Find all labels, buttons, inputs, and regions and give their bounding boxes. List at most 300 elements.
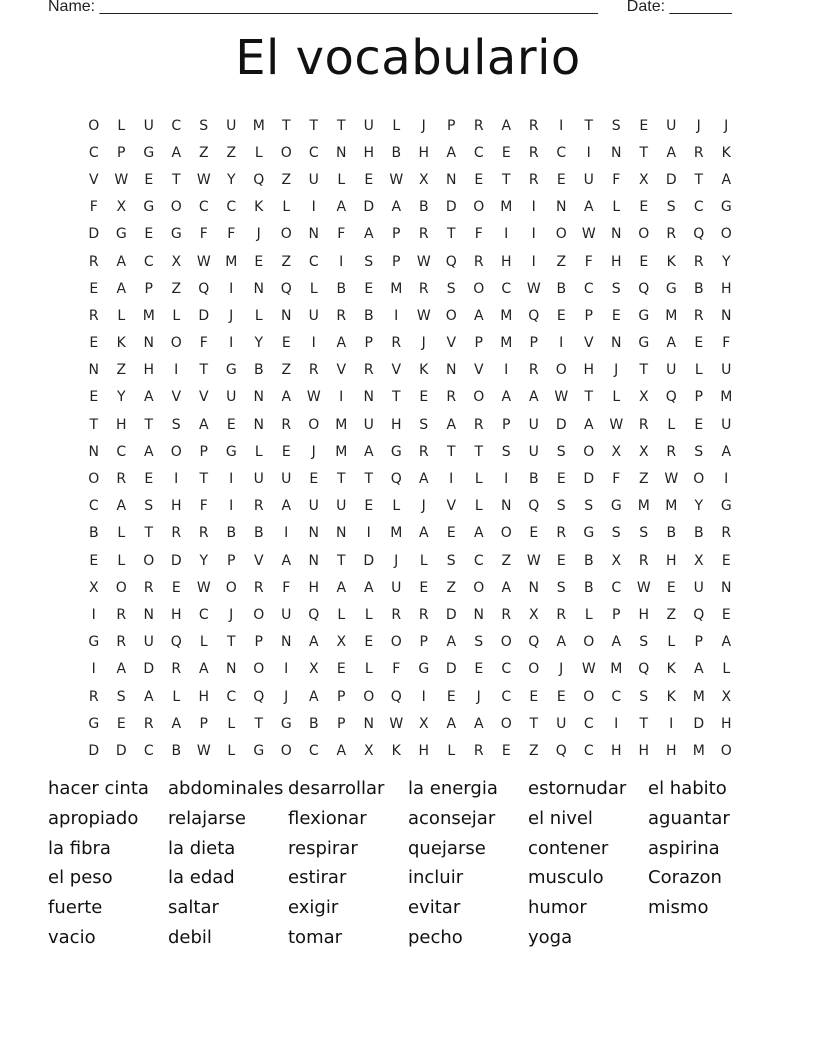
grid-letter: E <box>639 117 649 134</box>
grid-letter: X <box>638 443 649 460</box>
grid-letter: Z <box>116 362 127 379</box>
grid-letter: C <box>556 144 567 161</box>
grid-row <box>80 221 740 248</box>
grid-letter: E <box>501 742 511 759</box>
grid-letter: A <box>308 688 319 705</box>
grid-letter: W <box>609 416 624 433</box>
grid-letter: H <box>665 742 677 759</box>
grid-letter: E <box>529 688 539 705</box>
grid-letter: E <box>556 688 566 705</box>
grid-letter: G <box>115 226 127 243</box>
grid-letter: J <box>724 117 729 134</box>
grid-letter: E <box>364 280 374 297</box>
grid-letter: I <box>311 199 316 216</box>
grid-letter: R <box>473 742 484 759</box>
grid-letter: F <box>392 661 401 678</box>
grid-letter: A <box>721 443 732 460</box>
grid-letter: W <box>581 226 596 243</box>
grid-letter: W <box>416 253 431 270</box>
grid-letter: D <box>665 171 677 188</box>
grid-letter: J <box>311 443 316 460</box>
grid-letter: W <box>416 307 431 324</box>
grid-letter: L <box>364 661 373 678</box>
grid-letter: I <box>504 362 509 379</box>
grid-letter: F <box>722 335 731 352</box>
grid-letter: E <box>529 525 539 542</box>
grid-letter: Z <box>446 579 457 596</box>
grid-letter: J <box>421 498 426 515</box>
grid-letter: U <box>308 171 319 188</box>
grid-row <box>80 438 740 465</box>
grid-letter: C <box>308 742 319 759</box>
grid-letter: O <box>583 688 595 705</box>
grid-letter: A <box>336 335 347 352</box>
grid-letter: M <box>500 335 513 352</box>
grid-letter: I <box>284 525 289 542</box>
grid-letter: N <box>226 661 237 678</box>
grid-letter: O <box>473 389 485 406</box>
grid-letter: I <box>504 471 509 488</box>
grid-letter: U <box>143 634 154 651</box>
grid-letter: Q <box>445 253 457 270</box>
word-search-grid <box>80 112 740 765</box>
grid-letter: L <box>694 362 703 379</box>
grid-letter: R <box>721 525 732 542</box>
word-list-item: la dieta <box>168 837 236 859</box>
grid-letter: A <box>473 715 484 732</box>
grid-letter: N <box>143 606 154 623</box>
grid-letter: A <box>281 498 292 515</box>
grid-letter: C <box>501 688 512 705</box>
grid-letter: O <box>500 715 512 732</box>
grid-letter: A <box>528 389 539 406</box>
grid-letter: B <box>226 525 237 542</box>
grid-letter: U <box>528 416 539 433</box>
grid-letter: A <box>473 307 484 324</box>
grid-letter: G <box>638 307 650 324</box>
grid-letter: L <box>199 634 208 651</box>
grid-letter: R <box>198 525 209 542</box>
grid-letter: N <box>308 525 319 542</box>
grid-letter: E <box>89 389 99 406</box>
grid-letter: N <box>336 525 347 542</box>
grid-letter: N <box>501 498 512 515</box>
grid-letter: M <box>335 416 348 433</box>
grid-letter: T <box>254 715 264 732</box>
grid-letter: O <box>473 579 485 596</box>
grid-letter: L <box>117 552 126 569</box>
grid-letter: D <box>363 552 375 569</box>
grid-row <box>80 112 740 139</box>
grid-letter: U <box>308 307 319 324</box>
grid-letter: K <box>666 661 676 678</box>
grid-letter: N <box>611 335 622 352</box>
grid-letter: J <box>421 117 426 134</box>
grid-letter: U <box>308 498 319 515</box>
grid-letter: E <box>171 579 181 596</box>
grid-letter: U <box>281 606 292 623</box>
grid-letter: P <box>612 606 621 623</box>
grid-letter: L <box>337 606 346 623</box>
grid-letter: N <box>446 362 457 379</box>
grid-letter: R <box>253 579 264 596</box>
grid-letter: O <box>170 443 182 460</box>
grid-letter: O <box>473 280 485 297</box>
grid-letter: O <box>253 606 265 623</box>
grid-letter: G <box>253 742 265 759</box>
grid-letter: S <box>639 688 649 705</box>
grid-letter: C <box>308 253 319 270</box>
grid-letter: T <box>336 117 346 134</box>
grid-letter: I <box>91 661 96 678</box>
grid-letter: P <box>447 117 456 134</box>
grid-letter: L <box>117 525 126 542</box>
grid-letter: A <box>308 634 319 651</box>
grid-letter: S <box>639 634 649 651</box>
grid-letter: A <box>666 144 677 161</box>
grid-letter: T <box>226 634 236 651</box>
grid-letter: S <box>419 416 429 433</box>
grid-letter: E <box>89 280 99 297</box>
grid-letter: L <box>309 280 318 297</box>
grid-letter: E <box>226 416 236 433</box>
grid-letter: T <box>391 389 401 406</box>
word-list-item: yoga <box>528 926 573 948</box>
grid-letter: A <box>336 579 347 596</box>
grid-letter: A <box>583 416 594 433</box>
grid-letter: I <box>174 471 179 488</box>
grid-letter: E <box>556 471 566 488</box>
grid-letter: E <box>611 307 621 324</box>
word-list-item: el peso <box>48 867 113 889</box>
grid-letter: Q <box>693 226 705 243</box>
grid-letter: I <box>394 307 399 324</box>
grid-letter: C <box>611 579 622 596</box>
grid-row <box>80 683 740 710</box>
grid-letter: T <box>584 389 594 406</box>
grid-letter: E <box>254 253 264 270</box>
grid-letter: S <box>474 634 484 651</box>
grid-letter: T <box>639 144 649 161</box>
grid-letter: X <box>611 552 622 569</box>
grid-letter: E <box>556 552 566 569</box>
grid-letter: X <box>418 171 429 188</box>
grid-letter: O <box>170 335 182 352</box>
word-list-item: vacio <box>48 926 96 948</box>
grid-letter: U <box>281 471 292 488</box>
grid-letter: R <box>473 416 484 433</box>
grid-letter: N <box>281 634 292 651</box>
grid-letter: H <box>583 362 595 379</box>
grid-letter: R <box>473 253 484 270</box>
grid-letter: O <box>528 661 540 678</box>
grid-letter: W <box>526 552 541 569</box>
grid-letter: C <box>116 443 127 460</box>
grid-letter: R <box>116 471 127 488</box>
grid-letter: H <box>610 742 622 759</box>
grid-letter: D <box>445 661 457 678</box>
grid-letter: V <box>336 362 347 379</box>
grid-letter: D <box>88 226 100 243</box>
grid-letter: A <box>721 171 732 188</box>
grid-letter: M <box>142 307 155 324</box>
grid-letter: F <box>282 579 291 596</box>
grid-letter: P <box>364 335 373 352</box>
grid-row <box>80 275 740 302</box>
grid-letter: S <box>364 253 374 270</box>
grid-letter: M <box>665 307 678 324</box>
grid-letter: Q <box>308 606 320 623</box>
grid-letter: H <box>170 606 182 623</box>
grid-letter: X <box>363 742 374 759</box>
grid-letter: T <box>694 171 704 188</box>
grid-letter: C <box>143 253 154 270</box>
grid-letter: R <box>391 606 402 623</box>
grid-letter: B <box>391 144 402 161</box>
grid-letter: O <box>115 579 127 596</box>
grid-letter: U <box>721 416 732 433</box>
grid-letter: W <box>636 579 651 596</box>
grid-letter: E <box>501 144 511 161</box>
grid-letter: F <box>612 471 621 488</box>
grid-letter: J <box>284 688 289 705</box>
grid-letter: Q <box>665 389 677 406</box>
grid-letter: N <box>528 579 539 596</box>
grid-letter: R <box>528 117 539 134</box>
grid-letter: Z <box>528 742 539 759</box>
grid-letter: H <box>115 416 127 433</box>
grid-letter: A <box>116 253 127 270</box>
grid-letter: A <box>363 226 374 243</box>
word-list-item: evitar <box>408 897 461 919</box>
grid-letter: A <box>556 634 567 651</box>
grid-letter: A <box>501 389 512 406</box>
grid-letter: W <box>196 253 211 270</box>
grid-letter: P <box>584 307 593 324</box>
grid-letter: A <box>171 144 182 161</box>
grid-letter: T <box>199 471 209 488</box>
grid-letter: V <box>253 552 264 569</box>
grid-letter: T <box>144 525 154 542</box>
grid-row <box>80 166 740 193</box>
word-list-item: la energia <box>408 778 498 799</box>
grid-letter: E <box>694 335 704 352</box>
grid-letter: E <box>556 307 566 324</box>
grid-letter: R <box>253 498 264 515</box>
grid-row <box>80 547 740 574</box>
grid-letter: Z <box>226 144 237 161</box>
grid-letter: G <box>143 144 155 161</box>
grid-letter: P <box>419 634 428 651</box>
grid-letter: B <box>693 525 704 542</box>
grid-letter: U <box>226 389 237 406</box>
grid-letter: J <box>421 335 426 352</box>
grid-letter: A <box>363 443 374 460</box>
grid-letter: A <box>116 498 127 515</box>
grid-letter: L <box>392 498 401 515</box>
grid-letter: G <box>638 335 650 352</box>
grid-letter: O <box>583 443 595 460</box>
grid-letter: D <box>445 199 457 216</box>
grid-letter: U <box>253 471 264 488</box>
grid-letter: R <box>116 606 127 623</box>
grid-letter: T <box>309 117 319 134</box>
grid-letter: N <box>88 362 99 379</box>
grid-letter: P <box>392 226 401 243</box>
grid-letter: R <box>143 715 154 732</box>
grid-letter: V <box>391 362 402 379</box>
grid-letter: K <box>116 335 126 352</box>
grid-letter: M <box>637 498 650 515</box>
grid-letter: R <box>88 253 99 270</box>
grid-letter: W <box>306 389 321 406</box>
grid-letter: P <box>474 335 483 352</box>
grid-row <box>80 357 740 384</box>
word-list-item: incluir <box>408 867 464 889</box>
grid-letter: I <box>504 226 509 243</box>
grid-letter: C <box>693 199 704 216</box>
grid-letter: F <box>474 226 483 243</box>
grid-letter: A <box>143 688 154 705</box>
word-list-item: humor <box>528 897 587 919</box>
grid-letter: M <box>335 443 348 460</box>
grid-letter: Y <box>116 389 126 406</box>
grid-letter: E <box>694 416 704 433</box>
grid-letter: Z <box>281 362 292 379</box>
grid-letter: M <box>390 525 403 542</box>
grid-letter: I <box>559 117 564 134</box>
grid-letter: T <box>171 171 181 188</box>
grid-letter: I <box>229 280 234 297</box>
grid-letter: R <box>638 416 649 433</box>
grid-letter: E <box>364 634 374 651</box>
grid-letter: A <box>721 634 732 651</box>
grid-letter: G <box>583 525 595 542</box>
grid-letter: A <box>446 634 457 651</box>
grid-letter: F <box>227 226 236 243</box>
grid-row <box>80 520 740 547</box>
grid-letter: R <box>336 307 347 324</box>
grid-letter: T <box>529 715 539 732</box>
grid-letter: S <box>556 579 566 596</box>
grid-letter: B <box>666 525 677 542</box>
grid-letter: Q <box>693 606 705 623</box>
grid-letter: L <box>254 307 263 324</box>
grid-letter: Q <box>555 742 567 759</box>
grid-letter: B <box>253 525 264 542</box>
grid-letter: R <box>308 362 319 379</box>
grid-letter: C <box>198 606 209 623</box>
grid-letter: U <box>666 362 677 379</box>
word-list-item: aspirina <box>648 837 720 859</box>
grid-letter: L <box>419 552 428 569</box>
grid-letter: Q <box>390 688 402 705</box>
grid-letter: O <box>143 552 155 569</box>
grid-letter: V <box>88 171 99 188</box>
grid-letter: N <box>721 307 732 324</box>
grid-letter: H <box>500 253 512 270</box>
grid-letter: A <box>501 117 512 134</box>
word-list-item: aconsejar <box>408 807 496 829</box>
grid-letter: P <box>199 715 208 732</box>
word-list-item: apropiado <box>48 807 139 829</box>
grid-letter: C <box>473 552 484 569</box>
grid-letter: E <box>281 443 291 460</box>
grid-letter: U <box>143 117 154 134</box>
grid-letter: Z <box>638 471 649 488</box>
grid-letter: A <box>198 416 209 433</box>
grid-letter: F <box>199 335 208 352</box>
grid-letter: L <box>254 144 263 161</box>
grid-letter: R <box>391 335 402 352</box>
grid-letter: C <box>88 498 99 515</box>
grid-letter: V <box>446 498 457 515</box>
grid-letter: S <box>501 443 511 460</box>
grid-letter: J <box>696 117 701 134</box>
grid-letter: E <box>639 253 649 270</box>
grid-letter: E <box>89 335 99 352</box>
grid-letter: O <box>720 226 732 243</box>
grid-letter: Y <box>226 171 236 188</box>
grid-letter: X <box>693 552 704 569</box>
grid-letter: O <box>445 307 457 324</box>
grid-letter: B <box>363 307 374 324</box>
grid-letter: U <box>666 117 677 134</box>
grid-letter: G <box>720 199 732 216</box>
grid-letter: C <box>473 144 484 161</box>
grid-letter: L <box>392 117 401 134</box>
grid-letter: B <box>88 525 99 542</box>
name-field-label: Name: ________________________________________________________ <box>48 0 598 15</box>
grid-letter: T <box>89 416 99 433</box>
word-list-item: debil <box>168 926 212 948</box>
grid-letter: I <box>366 525 371 542</box>
grid-letter: Z <box>556 253 567 270</box>
grid-letter: Q <box>170 634 182 651</box>
grid-letter: T <box>584 117 594 134</box>
word-list-item: relajarse <box>168 807 246 829</box>
grid-letter: C <box>226 199 237 216</box>
grid-letter: A <box>501 579 512 596</box>
grid-letter: S <box>639 525 649 542</box>
grid-letter: R <box>666 443 677 460</box>
grid-letter: H <box>390 416 402 433</box>
grid-letter: X <box>88 579 99 596</box>
grid-letter: A <box>693 661 704 678</box>
grid-letter: K <box>419 362 429 379</box>
grid-letter: V <box>198 389 209 406</box>
grid-letter: A <box>363 579 374 596</box>
grid-letter: Z <box>501 552 512 569</box>
grid-letter: L <box>282 199 291 216</box>
grid-letter: A <box>418 471 429 488</box>
grid-letter: Z <box>198 144 209 161</box>
grid-letter: M <box>252 117 265 134</box>
grid-letter: B <box>308 715 319 732</box>
grid-letter: H <box>720 715 732 732</box>
grid-letter: C <box>171 117 182 134</box>
grid-letter: Q <box>253 688 265 705</box>
word-list-item: respirar <box>288 837 358 859</box>
grid-letter: H <box>170 498 182 515</box>
grid-letter: L <box>337 171 346 188</box>
grid-letter: G <box>88 715 100 732</box>
grid-letter: M <box>720 389 733 406</box>
grid-letter: Y <box>254 335 264 352</box>
grid-letter: N <box>611 144 622 161</box>
page-title: El vocabulario <box>235 30 581 86</box>
grid-letter: W <box>196 579 211 596</box>
